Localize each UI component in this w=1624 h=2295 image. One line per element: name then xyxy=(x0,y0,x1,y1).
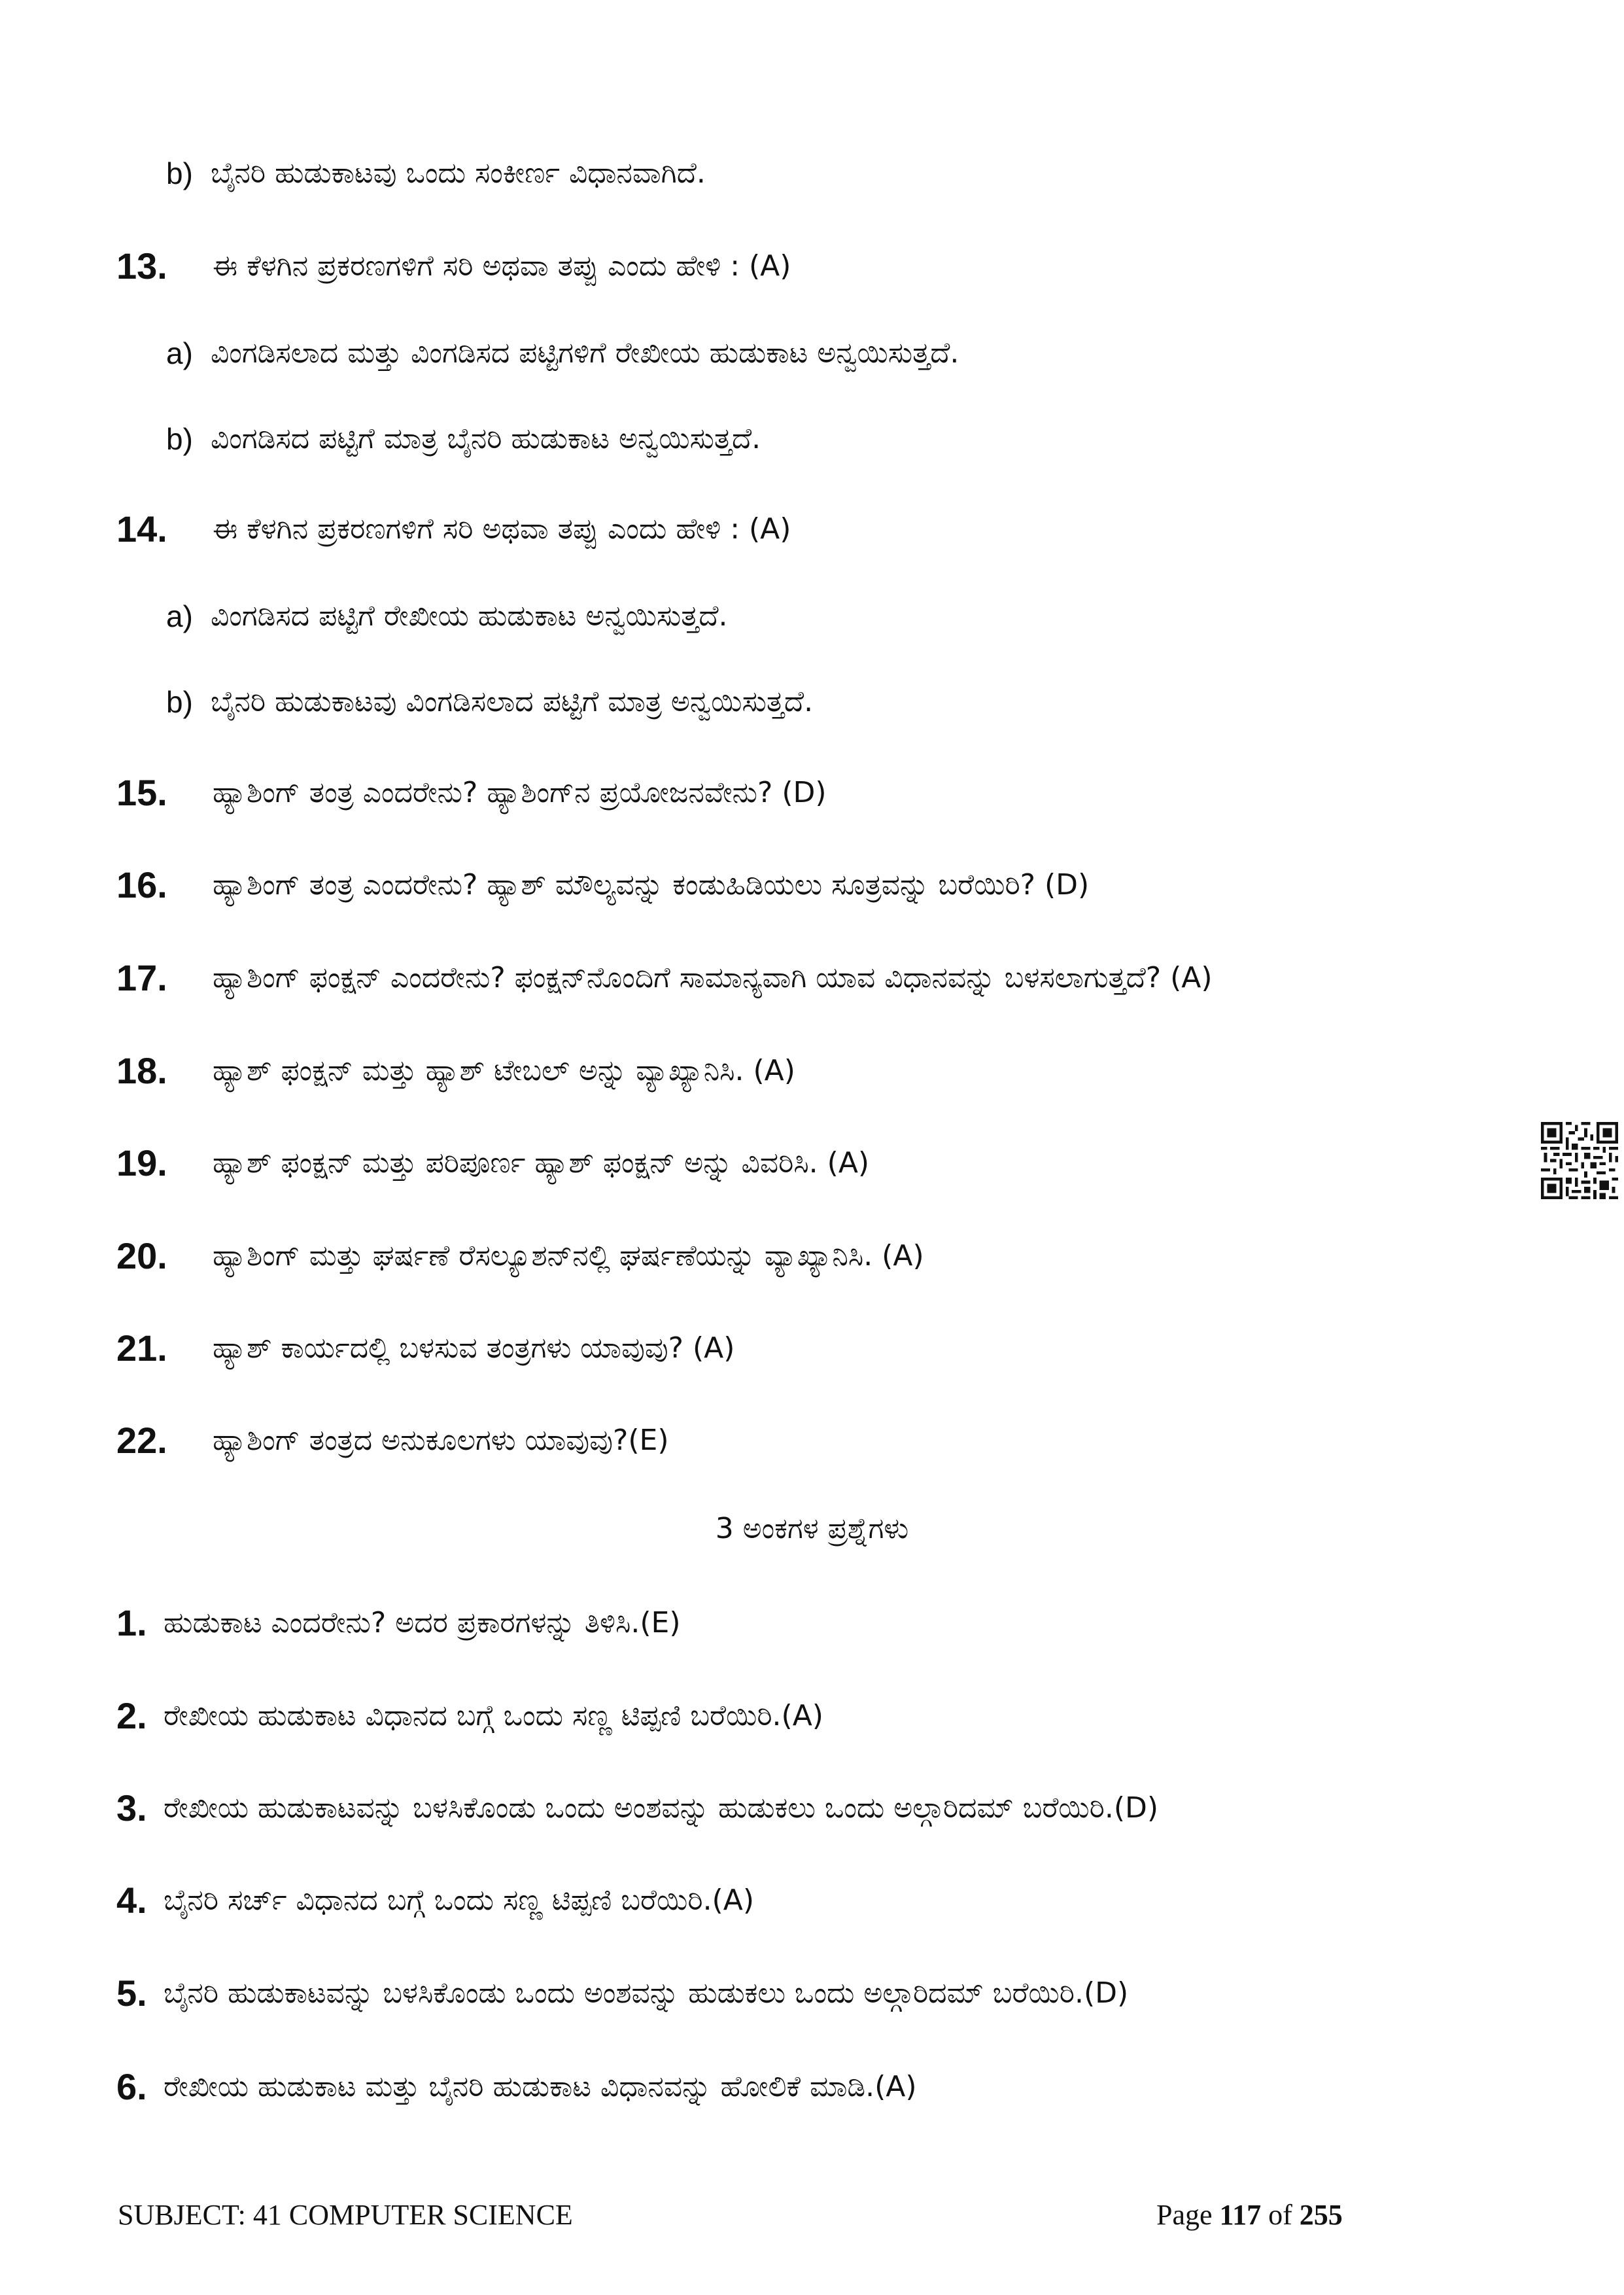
question-row xyxy=(0,1134,1624,1193)
list-item xyxy=(0,673,1624,731)
item-label: a) xyxy=(166,599,193,633)
list-item xyxy=(0,324,1624,383)
question-row xyxy=(0,2058,1624,2116)
question-text: ಹ್ಯಾಶ್ ಕಾರ್ಯದಲ್ಲಿ ಬಳಸುವ ತಂತ್ರಗಳು ಯಾವುವು? (A) xyxy=(213,1331,735,1365)
item-label: a) xyxy=(166,336,193,370)
page-of: of xyxy=(1261,2199,1300,2231)
question-row xyxy=(0,1411,1624,1470)
question-row xyxy=(0,763,1624,822)
item-text: ವಿಂಗಡಿಸದ ಪಟ್ಟಿಗೆ ರೇಖೀಯ ಹುಡುಕಾಟ ಅನ್ವಯಿಸುತ್ತದೆ. xyxy=(211,599,728,633)
question-text: ಹ್ಯಾಶಿಂಗ್ ತಂತ್ರ ಎಂದರೇನು? ಹ್ಯಾಶಿಂಗ್‌ನ ಪ್ರಯೋಜನವೇನು? (D) xyxy=(213,776,827,809)
question-text: ಬೈನರಿ ಹುಡುಕಾಟವನ್ನು ಬಳಸಿಕೊಂಡು ಒಂದು ಅಂಶವನ್ನು ಹುಡುಕಲು ಒಂದು ಅಲ್ಗಾರಿದಮ್ ಬರೆಯಿರಿ.(D) xyxy=(164,1976,1129,2010)
question-text: ರೇಖೀಯ ಹುಡುಕಾಟ ಮತ್ತು ಬೈನರಿ ಹುಡುಕಾಟ ವಿಧಾನವನ್ನು ಹೋಲಿಕೆ ಮಾಡಿ.(A) xyxy=(164,2070,917,2103)
question-row xyxy=(0,1687,1624,1745)
item-text: ಬೈನರಿ ಹುಡುಕಾಟವು ಒಂದು ಸಂಕೀರ್ಣ ವಿಧಾನವಾಗಿದೆ. xyxy=(211,156,706,190)
page-current: 117 xyxy=(1219,2199,1262,2231)
question-number: 21. xyxy=(116,1327,167,1369)
item-label: b) xyxy=(166,685,193,719)
question-text: ಬೈನರಿ ಸರ್ಚ್ ವಿಧಾನದ ಬಗ್ಗೆ ಒಂದು ಸಣ್ಣ ಟಿಪ್ಪಣಿ ಬರೆಯಿರಿ.(A) xyxy=(164,1883,754,1917)
item-text: ಬೈನರಿ ಹುಡುಕಾಟವು ವಿಂಗಡಿಸಲಾದ ಪಟ್ಟಿಗೆ ಮಾತ್ರ ಅನ್ವಯಿಸುತ್ತದೆ. xyxy=(211,685,814,718)
question-number: 5. xyxy=(116,1972,147,2014)
question-number: 17. xyxy=(116,957,167,998)
question-row xyxy=(0,1964,1624,2023)
question-row xyxy=(0,1779,1624,1838)
question-text: ಹ್ಯಾಶ್ ಫಂಕ್ಷನ್ ಮತ್ತು ಹ್ಯಾಶ್ ಟೇಬಲ್ ಅನ್ನು ವ್ಯಾಖ್ಯಾನಿಸಿ. (A) xyxy=(213,1054,795,1087)
question-text: ಹುಡುಕಾಟ ಎಂದರೇನು? ಅದರ ಪ್ರಕಾರಗಳನ್ನು ತಿಳಿಸಿ.(E) xyxy=(164,1606,681,1639)
question-text: ಈ ಕೆಳಗಿನ ಪ್ರಕರಣಗಳಿಗೆ ಸರಿ ಅಥವಾ ತಪ್ಪು ಎಂದು ಹೇಳಿ : (A) xyxy=(213,512,791,546)
question-text: ರೇಖೀಯ ಹುಡುಕಾಟವನ್ನು ಬಳಸಿಕೊಂಡು ಒಂದು ಅಂಶವನ್ನು ಹುಡುಕಲು ಒಂದು ಅಲ್ಗಾರಿದಮ್ ಬರೆಯಿರಿ.(D) xyxy=(164,1791,1159,1825)
question-number: 2. xyxy=(116,1695,147,1736)
question-row xyxy=(0,1871,1624,1930)
page-total: 255 xyxy=(1299,2199,1343,2231)
question-row xyxy=(0,1594,1624,1653)
footer-subject: SUBJECT: 41 COMPUTER SCIENCE xyxy=(118,2199,573,2231)
question-text: ಈ ಕೆಳಗಿನ ಪ್ರಕರಣಗಳಿಗೆ ಸರಿ ಅಥವಾ ತಪ್ಪು ಎಂದು ಹೇಳಿ : (A) xyxy=(213,249,791,283)
question-text: ಹ್ಯಾಶಿಂಗ್ ಫಂಕ್ಷನ್ ಎಂದರೇನು? ಫಂಕ್ಷನ್‌ನೊಂದಿಗೆ ಸಾಮಾನ್ಯವಾಗಿ ಯಾವ ವಿಧಾನವನ್ನು ಬಳಸಲಾಗುತ್ತದೆ? (A) xyxy=(213,961,1213,994)
question-number: 14. xyxy=(116,508,167,550)
question-row xyxy=(0,1319,1624,1378)
item-label: b) xyxy=(166,422,193,456)
question-number: 16. xyxy=(116,864,167,905)
question-number: 6. xyxy=(116,2066,147,2107)
question-row xyxy=(0,856,1624,915)
question-text: ಹ್ಯಾಶ್ ಫಂಕ್ಷನ್ ಮತ್ತು ಪರಿಪೂರ್ಣ ಹ್ಯಾಶ್ ಫಂಕ್ಷನ್ ಅನ್ನು ವಿವರಿಸಿ. (A) xyxy=(213,1146,870,1180)
item-text: ವಿಂಗಡಿಸದ ಪಟ್ಟಿಗೆ ಮಾತ್ರ ಬೈನರಿ ಹುಡುಕಾಟ ಅನ್ವಯಿಸುತ್ತದೆ. xyxy=(211,422,761,455)
question-number: 19. xyxy=(116,1142,167,1183)
question-text: ಹ್ಯಾಶಿಂಗ್ ತಂತ್ರ ಎಂದರೇನು? ಹ್ಯಾಶ್ ಮೌಲ್ಯವನ್ನು ಕಂಡುಹಿಡಿಯಲು ಸೂತ್ರವನ್ನು ಬರೆಯಿರಿ? (D) xyxy=(213,868,1090,902)
list-item xyxy=(0,144,1624,203)
question-row xyxy=(0,949,1624,1007)
page-prefix: Page xyxy=(1156,2199,1220,2231)
question-number: 3. xyxy=(116,1787,147,1829)
question-text: ಹ್ಯಾಶಿಂಗ್ ತಂತ್ರದ ಅನುಕೂಲಗಳು ಯಾವುವು?(E) xyxy=(213,1424,669,1457)
question-row xyxy=(0,500,1624,559)
item-label: b) xyxy=(166,156,193,190)
question-row xyxy=(0,1042,1624,1100)
question-number: 1. xyxy=(116,1602,147,1643)
question-number: 18. xyxy=(116,1050,167,1091)
footer-page-number xyxy=(1156,2196,1343,2235)
item-text: ವಿಂಗಡಿಸಲಾದ ಮತ್ತು ವಿಂಗಡಿಸದ ಪಟ್ಟಿಗಳಿಗೆ ರೇಖೀಯ ಹುಡುಕಾಟ ಅನ್ವಯಿಸುತ್ತದೆ. xyxy=(211,336,959,370)
question-text: ರೇಖೀಯ ಹುಡುಕಾಟ ವಿಧಾನದ ಬಗ್ಗೆ ಒಂದು ಸಣ್ಣ ಟಿಪ್ಪಣಿ ಬರೆಯಿರಿ.(A) xyxy=(164,1699,823,1732)
question-number: 15. xyxy=(116,772,167,813)
question-text: ಹ್ಯಾಶಿಂಗ್ ಮತ್ತು ಘರ್ಷಣೆ ರೆಸಲ್ಯೂಶನ್‌ನಲ್ಲಿ ಘರ್ಷಣೆಯನ್ನು ವ್ಯಾಖ್ಯಾನಿಸಿ. (A) xyxy=(213,1239,924,1272)
list-item xyxy=(0,587,1624,646)
question-row xyxy=(0,1227,1624,1286)
question-number: 20. xyxy=(116,1235,167,1276)
question-row xyxy=(0,237,1624,296)
question-number: 4. xyxy=(116,1880,147,1921)
qr-code-icon xyxy=(1541,1122,1618,1199)
question-number: 13. xyxy=(116,245,167,287)
question-number: 22. xyxy=(116,1420,167,1461)
list-item xyxy=(0,410,1624,468)
section-heading: 3 ಅಂಕಗಳ ಪ್ರಶ್ನೆಗಳು xyxy=(715,1512,909,1545)
